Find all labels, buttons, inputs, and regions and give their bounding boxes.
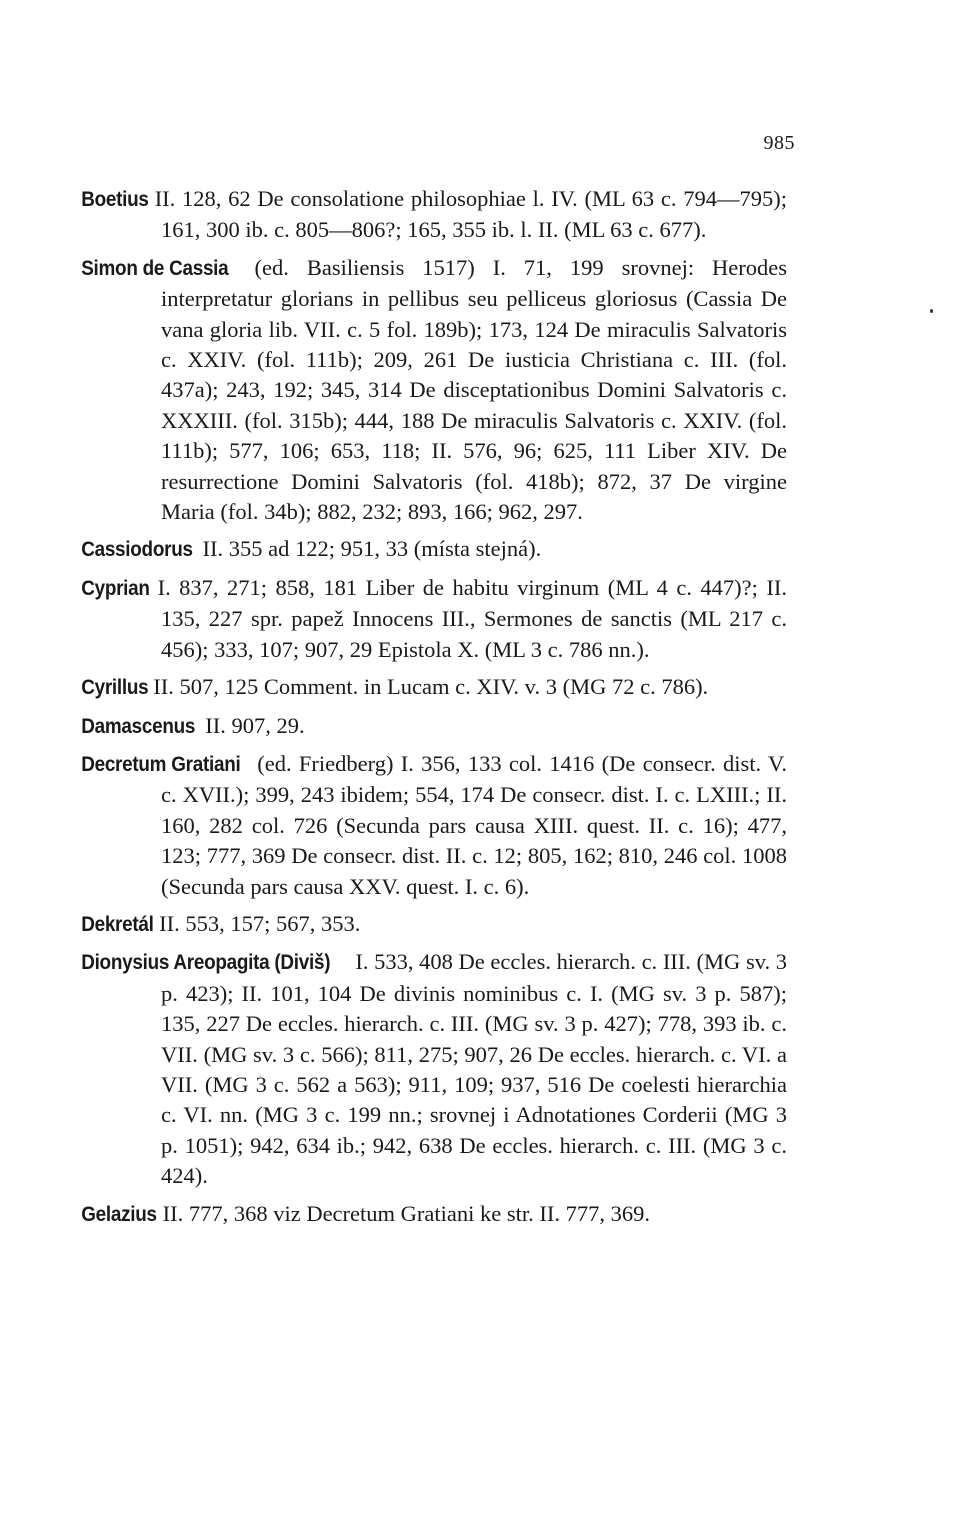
entry-references: (ed. Basiliensis 1517) I. 71, 199 srovnej: Herodes interpretatur glorians in pellibus seu pelliceus gloriosus (Cassia De vana gloria lib. VII. c. 5 fol. 189b); 173, 124 De miraculis Salvatoris c. XXIV. (fol. 111b); 209, 261 De iusticia Christiana c. III. (fol. 437a); 243, 192; 345, 314 De disceptationibus Domini Salvatoris c. XXXIII. (fol. 315b); 444, 188 De miraculis Salvatoris c. XXIV. (fol. 111b); 577, 106; 653, 118; II. 576, 96; 625, 111 Liber XIV. De resurrectione Domini Salvatoris (fol. 418b); 872, 37 De virgine Maria (fol. 34b); 882, 232; 893, 166; 962, 297. xyxy=(161,254,787,525)
entry-references: II. 907, 29. xyxy=(205,712,305,738)
entry-headword: Gelazius xyxy=(81,1202,157,1226)
index-entry-simon-de-cassia xyxy=(81,253,787,528)
entry-headword: Cyrillus xyxy=(81,676,149,700)
index-entry-damascenus xyxy=(81,711,787,742)
entry-references: (ed. Friedberg) I. 356, 133 col. 1416 (De consecr. dist. V. c. XVII.); 399, 243 ibidem; 554, 174 De consecr. dist. I. c. LXIII.; II. 160, 282 col. 726 (Secunda pars causa XIII. quest. II. c. 16); 477, 123; 777, 369 De consecr. dist. II. c. 12; 805, 162; 810, 246 col. 1008 (Secunda pars causa XXV. quest. I. c. 6). xyxy=(161,750,787,899)
index-entry-gelazius xyxy=(81,1199,787,1230)
entry-headword: Dionysius Areopagita (Diviš) xyxy=(81,951,331,975)
index-entry-cassiodorus xyxy=(81,534,787,565)
index-entry-cyprian xyxy=(81,573,787,665)
print-speck xyxy=(930,309,933,313)
entry-headword: Boetius xyxy=(81,188,149,211)
entry-references: I. 837, 271; 858, 181 Liber de habitu virginum (ML 4 c. 447)?; II. 135, 227 spr. papež Innocens III., Sermones de sanctis (ML 217 c. 456); 333, 107; 907, 29 Epistola X. (ML 3 c. 786 nn.). xyxy=(157,574,787,662)
entry-references: I. 533, 408 De eccles. hierarch. c. III. (MG sv. 3 p. 423); II. 101, 104 De divinis nominibus c. I. (MG sv. 3 p. 587); 135, 227 De eccles. hierarch. c. III. (MG sv. 3 p. 427); 778, 393 ib. c. VII. (MG sv. 3 c. 566); 811, 275; 907, 26 De eccles. hierarch. c. VI. a VII. (MG 3 c. 562 a 563); 911, 109; 937, 516 De coelesti hierarchia c. VI. nn. (MG 3 c. 199 nn.; srovnej i Adnotationes Corderii (MG 3 p. 1051); 942, 634 ib.; 942, 638 De eccles. hierarch. c. III. (MG 3 c. 424). xyxy=(161,949,787,1189)
entry-headword: Dekretál xyxy=(81,912,154,936)
entry-headword: Cassiodorus xyxy=(81,538,193,562)
entry-references: II. 355 ad 122; 951, 33 (místa stejná). xyxy=(202,536,542,562)
index-entry-dekretal xyxy=(81,909,787,940)
entry-headword: Simon de Cassia xyxy=(81,256,229,280)
entry-references: II. 128, 62 De consolatione philosophiae l. IV. (ML 63 c. 794—795); 161, 300 ib. c. 805—806?; 165, 355 ib. l. II. (ML 63 c. 677). xyxy=(154,186,788,243)
index-entry-dionysius-areopagita xyxy=(81,947,787,1191)
entry-references: II. 507, 125 Comment. in Lucam c. XIV. v. 3 (MG 72 c. 786). xyxy=(153,674,709,700)
index-entry-decretum-gratiani xyxy=(81,749,787,902)
entry-headword: Decretum Gratiani xyxy=(81,752,241,776)
index-entries xyxy=(81,184,788,1230)
index-entry-cyrillus xyxy=(81,672,787,703)
entry-headword: Cyprian xyxy=(81,576,150,600)
index-entry-boetius xyxy=(81,184,788,246)
page-number: 985 xyxy=(763,132,795,154)
entry-references: II. 553, 157; 567, 353. xyxy=(159,910,361,936)
entry-references: II. 777, 368 viz Decretum Gratiani ke str. II. 777, 369. xyxy=(162,1200,650,1226)
entry-headword: Damascenus xyxy=(81,714,196,738)
